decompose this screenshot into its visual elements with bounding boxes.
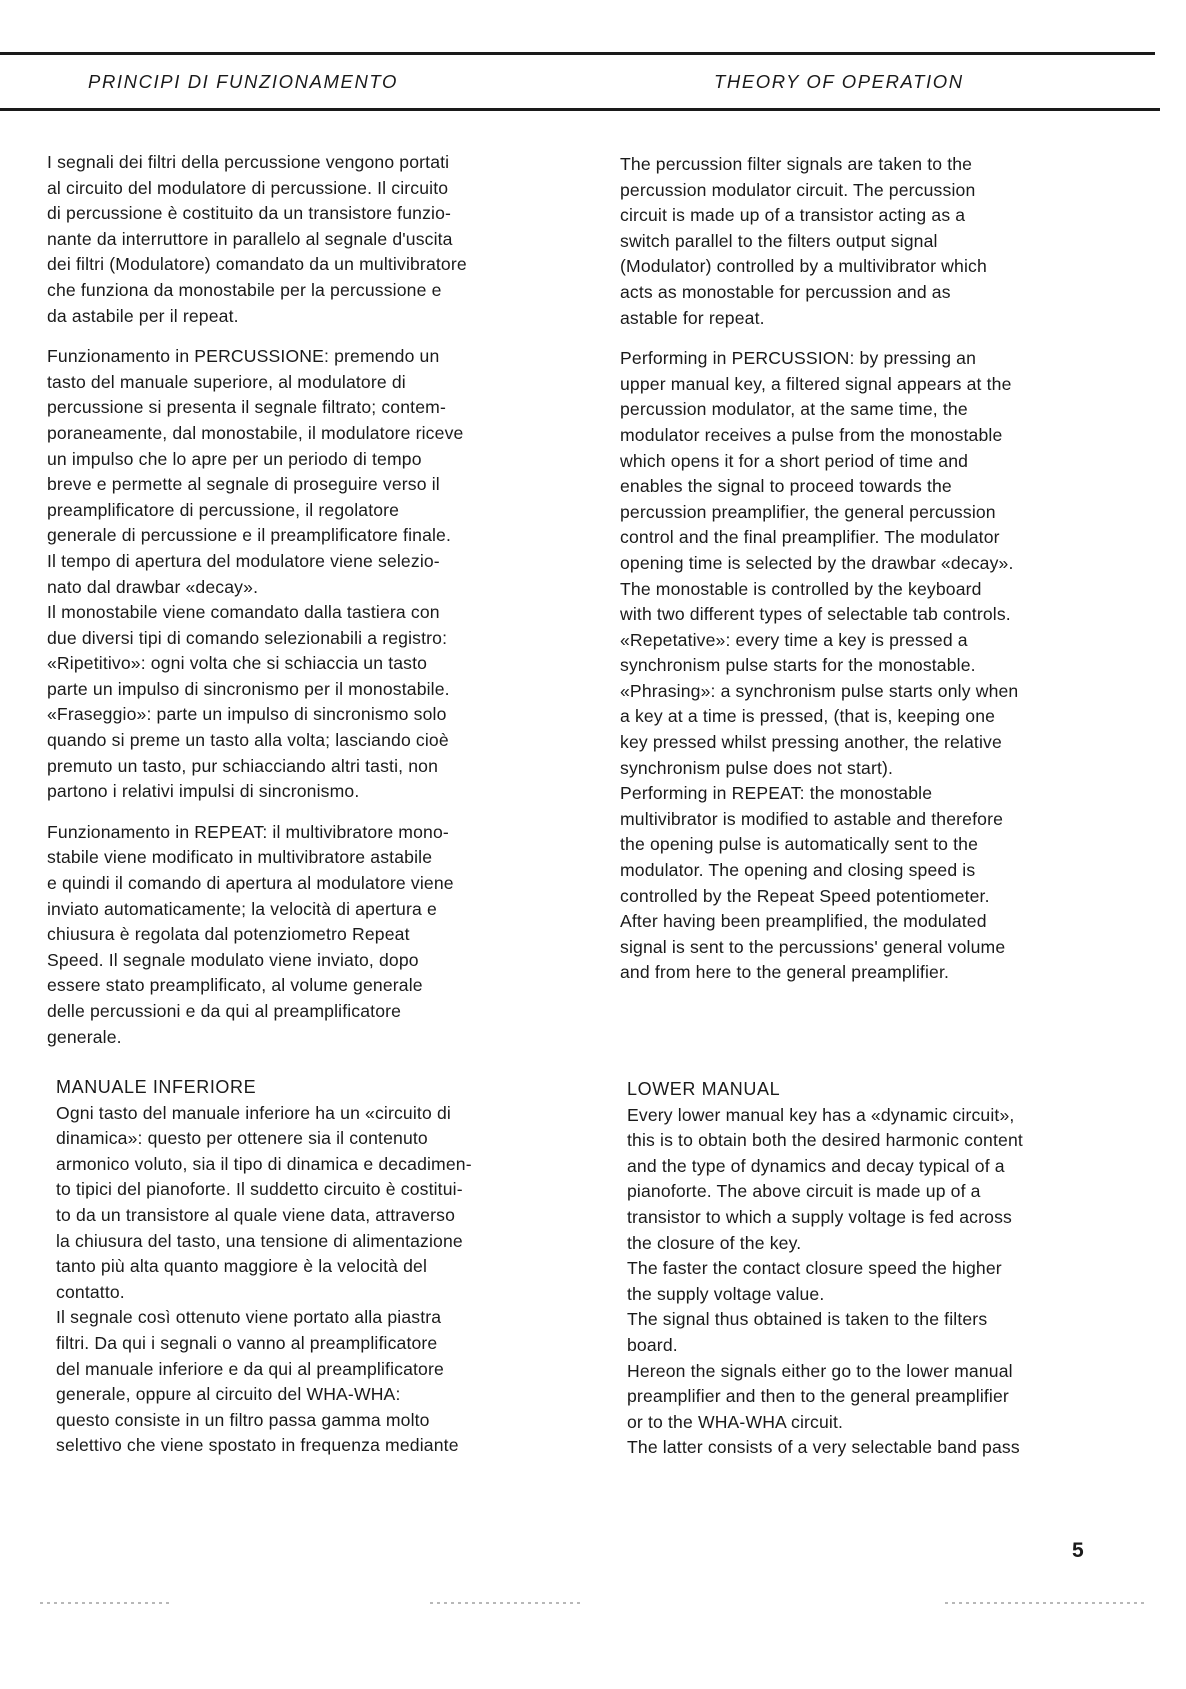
- italian-column: [47, 150, 567, 1050]
- english-paragraph-percussion: Performing in PERCUSSION: by pressing an upper manual key, a filtered signal appears at the percussion modulator, at the same time, the modulator receives a pulse from the monostable which opens it for a short period of time and enables the signal to proceed towards the percussion preamplifier, the general percussion control and the final preamplifier. The modulator opening time is selected by the drawbar «decay». The monostable is controlled by the keyboard with two different types of selectable tab controls. «Repetative»: every time a key is pressed a synchronism pulse starts for the monostable. «Phrasing»: a synchronism pulse starts only when a key at a time is pressed, (that is, keeping one key pressed whilst pressing another, the relative synchronism pulse does not start). Performing in REPEAT: the monostable multivibrator is modified to astable and therefore the opening pulse is automatically sent to the modulator. The opening and closing speed is controlled by the Repeat Speed potentiometer. After having been preamplified, the modulated signal is sent to the percussions' general volume and from here to the general preamplifier.: [620, 348, 1019, 983]
- italian-section-lower-manual: [56, 1075, 576, 1459]
- header-title-italian: PRINCIPI DI FUNZIONAMENTO: [88, 71, 398, 92]
- english-column: [620, 152, 1120, 986]
- scan-artifact: [40, 1602, 170, 1604]
- english-section-lower-manual: [627, 1077, 1127, 1461]
- italian-paragraph-intro: I segnali dei filtri della percussione vengono portati al circuito del modulatore di percussione. Il circuito di percussione è costituito da un transistore funzio- nante da interruttore in parallelo al segnale d'uscita dei filtri (Modulatore) comandato da un multivibratore che funziona da monostabile per la percussione e da astabile per il repeat.: [47, 152, 467, 326]
- italian-section-body: Ogni tasto del manuale inferiore ha un «circuito di dinamica»: questo per ottenere sia il contenuto armonico voluto, sia il tipo di dinamica e decadimen- to tipici del pianoforte. Il suddetto circuito è costitui- to da un transistore al quale viene data, attraverso la chiusura del tasto, una tensione di alimentazione tanto più alta quanto maggiore è la velocità del contatto. Il segnale così ottenuto viene portato alla piastra filtri. Da qui i segnali o vanno al preamplificatore del manuale inferiore e da qui al preamplificatore generale, oppure al circuito del WHA-WHA: questo consiste in un filtro passa gamma molto selettivo che viene spostato in frequenza mediante: [56, 1102, 472, 1456]
- page-number: 5: [1072, 1539, 1084, 1562]
- italian-paragraph-percussion: Funzionamento in PERCUSSIONE: premendo un tasto del manuale superiore, al modulatore di percussione si presenta il segnale filtrato; contem- poraneamente, dal monostabile, il modulatore riceve un impulso che lo apre per un periodo di tempo breve e permette al segnale di proseguire verso il preamplificatore di percussione, il regolatore generale di percussione e il preamplificatore finale. Il tempo di apertura del modulatore viene selezio- nato dal drawbar «decay». Il monostabile viene comandato dalla tastiera con due diversi tipi di comando selezionabili a registro: «Ripetitivo»: ogni volta che si schiaccia un tasto parte un impulso di sincronismo per il monostabile. «Fraseggio»: parte un impulso di sincronismo solo quando si preme un tasto alla volta; lasciando cioè premuto un tasto, pur schiacciando altri tasti, non partono i relativi impulsi di sincronismo.: [47, 346, 464, 802]
- italian-section-heading: MANUALE INFERIORE: [56, 1077, 257, 1097]
- english-section-body: Every lower manual key has a «dynamic circuit», this is to obtain both the desired harmonic content and the type of dynamics and decay typical of a pianoforte. The above circuit is made up of a transistor to which a supply voltage is fed across the closure of the key. The faster the contact closure speed the higher the supply voltage value. The signal thus obtained is taken to the filters board. Hereon the signals either go to the lower manual preamplifier and then to the general preamplifier or to the WHA-WHA circuit. The latter consists of a very selectable band pass: [627, 1104, 1023, 1458]
- italian-paragraph-repeat: Funzionamento in REPEAT: il multivibratore mono- stabile viene modificato in multivibratore astabile e quindi il comando di apertura al modulatore viene inviato automaticamente; la velocità di apertura e chiusura è regolata dal potenziometro Repeat Speed. Il segnale modulato viene inviato, dopo essere stato preamplificato, al volume generale delle percussioni e da qui al preamplificatore generale.: [47, 821, 454, 1047]
- header-title-english: THEORY OF OPERATION: [714, 71, 964, 92]
- header-rule-bottom: [0, 108, 1160, 111]
- scan-artifact: [430, 1602, 580, 1604]
- header-rule-top: [0, 52, 1155, 55]
- english-section-heading: LOWER MANUAL: [627, 1079, 781, 1099]
- english-paragraph-intro: The percussion filter signals are taken to the percussion modulator circuit. The percussion circuit is made up of a transistor acting as a switch parallel to the filters output signal (Modulator) controlled by a multivibrator which acts as monostable for percussion and as astable for repeat.: [620, 154, 987, 328]
- scan-artifact: [945, 1602, 1145, 1604]
